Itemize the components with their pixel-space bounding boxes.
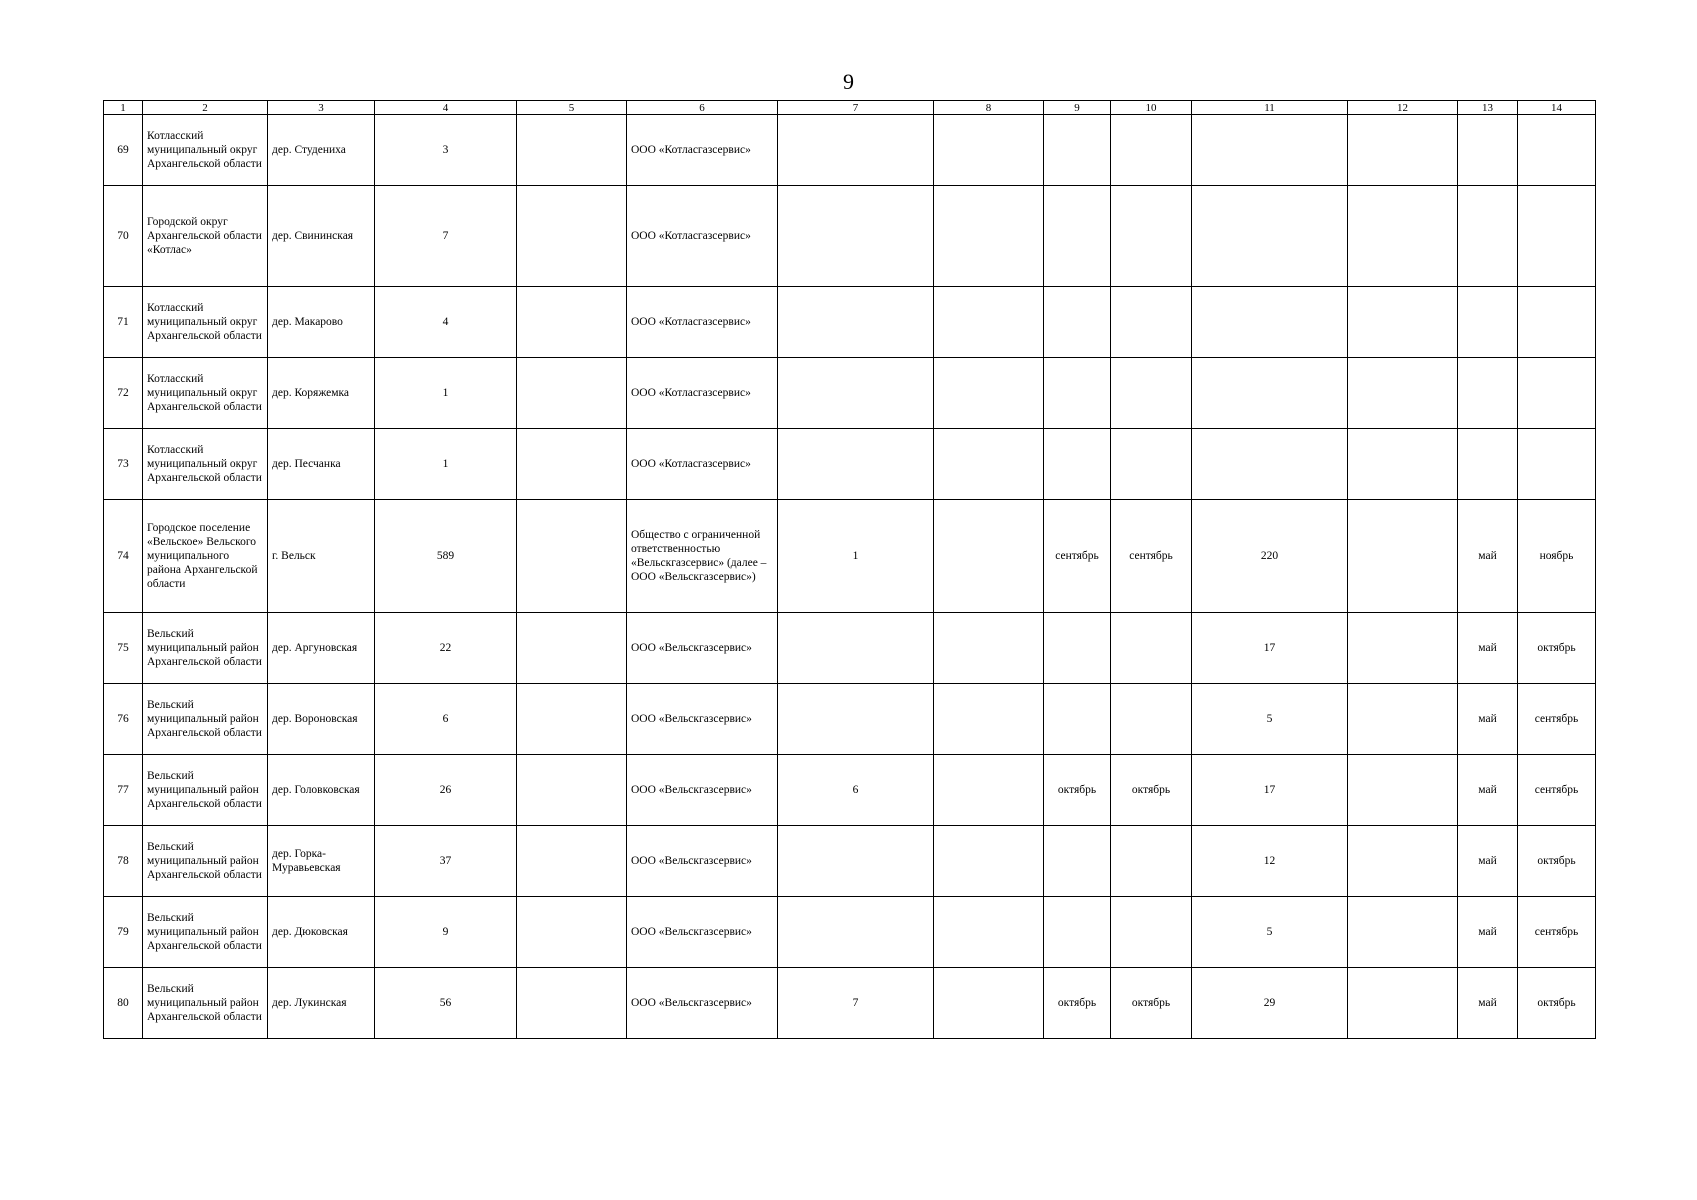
column-7-cell [778, 684, 934, 755]
table-row [104, 358, 1596, 429]
month-cell: май [1458, 613, 1518, 684]
quantity-cell: 589 [375, 500, 517, 613]
table-row [104, 755, 1596, 826]
column-7-cell [778, 429, 934, 500]
locality-cell: дер. Аргуновская [268, 613, 375, 684]
locality-cell: дер. Дюковская [268, 897, 375, 968]
column-header: 10 [1111, 101, 1192, 115]
locality-cell: дер. Студениха [268, 115, 375, 186]
month-cell [1111, 186, 1192, 287]
count-cell [1192, 358, 1348, 429]
month-cell: октябрь [1044, 968, 1111, 1039]
column-12-cell [1348, 897, 1458, 968]
schedule-table [103, 100, 1596, 1039]
column-header: 9 [1044, 101, 1111, 115]
month-cell: май [1458, 755, 1518, 826]
row-number-cell: 70 [104, 186, 143, 287]
municipality-cell: Котласский муниципальный округ Архангельской области [143, 115, 268, 186]
column-header: 6 [627, 101, 778, 115]
month-cell [1458, 429, 1518, 500]
column-7-cell: 1 [778, 500, 934, 613]
column-8-cell [934, 500, 1044, 613]
column-header: 8 [934, 101, 1044, 115]
column-header: 3 [268, 101, 375, 115]
month-cell: май [1458, 968, 1518, 1039]
quantity-cell: 56 [375, 968, 517, 1039]
table-row [104, 115, 1596, 186]
column-5-cell [517, 897, 627, 968]
count-cell [1192, 186, 1348, 287]
row-number-cell: 72 [104, 358, 143, 429]
month-cell: октябрь [1111, 968, 1192, 1039]
locality-cell: дер. Вороновская [268, 684, 375, 755]
column-8-cell [934, 287, 1044, 358]
month-cell: октябрь [1518, 968, 1596, 1039]
column-12-cell [1348, 684, 1458, 755]
row-number-cell: 78 [104, 826, 143, 897]
column-header: 12 [1348, 101, 1458, 115]
column-5-cell [517, 684, 627, 755]
column-12-cell [1348, 358, 1458, 429]
table-row [104, 613, 1596, 684]
municipality-cell: Вельский муниципальный район Архангельской области [143, 684, 268, 755]
row-number-cell: 73 [104, 429, 143, 500]
month-cell [1044, 684, 1111, 755]
month-cell: май [1458, 500, 1518, 613]
municipality-cell: Вельский муниципальный район Архангельской области [143, 897, 268, 968]
month-cell [1044, 115, 1111, 186]
table-row [104, 684, 1596, 755]
column-8-cell [934, 613, 1044, 684]
month-cell: ноябрь [1518, 500, 1596, 613]
month-cell [1458, 186, 1518, 287]
quantity-cell: 6 [375, 684, 517, 755]
month-cell [1044, 287, 1111, 358]
month-cell [1111, 287, 1192, 358]
row-number-cell: 76 [104, 684, 143, 755]
column-8-cell [934, 826, 1044, 897]
month-cell: октябрь [1518, 613, 1596, 684]
month-cell [1111, 358, 1192, 429]
column-7-cell [778, 897, 934, 968]
count-cell: 5 [1192, 684, 1348, 755]
column-5-cell [517, 500, 627, 613]
table-row [104, 826, 1596, 897]
column-8-cell [934, 186, 1044, 287]
month-cell [1518, 429, 1596, 500]
table-row [104, 897, 1596, 968]
locality-cell: дер. Горка-Муравьевская [268, 826, 375, 897]
organization-cell: ООО «Вельскгазсервис» [627, 897, 778, 968]
locality-cell: дер. Макарово [268, 287, 375, 358]
municipality-cell: Вельский муниципальный район Архангельской области [143, 755, 268, 826]
column-5-cell [517, 358, 627, 429]
column-header: 13 [1458, 101, 1518, 115]
quantity-cell: 22 [375, 613, 517, 684]
column-5-cell [517, 429, 627, 500]
row-number-cell: 69 [104, 115, 143, 186]
column-header: 11 [1192, 101, 1348, 115]
month-cell: октябрь [1044, 755, 1111, 826]
month-cell: октябрь [1518, 826, 1596, 897]
organization-cell: ООО «Вельскгазсервис» [627, 968, 778, 1039]
column-header: 14 [1518, 101, 1596, 115]
municipality-cell: Вельский муниципальный район Архангельской области [143, 613, 268, 684]
quantity-cell: 1 [375, 429, 517, 500]
column-number-header-row [104, 101, 1596, 115]
column-12-cell [1348, 613, 1458, 684]
municipality-cell: Вельский муниципальный район Архангельской области [143, 968, 268, 1039]
column-5-cell [517, 826, 627, 897]
column-8-cell [934, 897, 1044, 968]
month-cell [1458, 287, 1518, 358]
column-header: 5 [517, 101, 627, 115]
column-12-cell [1348, 500, 1458, 613]
count-cell: 29 [1192, 968, 1348, 1039]
column-12-cell [1348, 115, 1458, 186]
month-cell: октябрь [1111, 755, 1192, 826]
count-cell [1192, 287, 1348, 358]
quantity-cell: 3 [375, 115, 517, 186]
month-cell: сентябрь [1518, 684, 1596, 755]
quantity-cell: 37 [375, 826, 517, 897]
organization-cell: ООО «Котласгазсервис» [627, 115, 778, 186]
column-7-cell [778, 115, 934, 186]
row-number-cell: 79 [104, 897, 143, 968]
count-cell: 17 [1192, 613, 1348, 684]
column-7-cell [778, 186, 934, 287]
column-8-cell [934, 755, 1044, 826]
table-row [104, 500, 1596, 613]
page-number: 9 [843, 69, 854, 94]
column-7-cell: 6 [778, 755, 934, 826]
month-cell: сентябрь [1044, 500, 1111, 613]
month-cell [1458, 115, 1518, 186]
count-cell: 12 [1192, 826, 1348, 897]
column-7-cell: 7 [778, 968, 934, 1039]
column-7-cell [778, 358, 934, 429]
row-number-cell: 71 [104, 287, 143, 358]
month-cell [1044, 826, 1111, 897]
month-cell: май [1458, 897, 1518, 968]
month-cell [1044, 186, 1111, 287]
column-12-cell [1348, 186, 1458, 287]
quantity-cell: 4 [375, 287, 517, 358]
locality-cell: дер. Головковская [268, 755, 375, 826]
month-cell: сентябрь [1518, 755, 1596, 826]
month-cell [1044, 897, 1111, 968]
column-5-cell [517, 613, 627, 684]
table-row [104, 968, 1596, 1039]
column-5-cell [517, 115, 627, 186]
column-8-cell [934, 115, 1044, 186]
locality-cell: г. Вельск [268, 500, 375, 613]
month-cell [1458, 358, 1518, 429]
column-7-cell [778, 287, 934, 358]
organization-cell: ООО «Котласгазсервис» [627, 358, 778, 429]
column-8-cell [934, 429, 1044, 500]
municipality-cell: Вельский муниципальный район Архангельской области [143, 826, 268, 897]
municipality-cell: Котласский муниципальный округ Архангельской области [143, 287, 268, 358]
column-12-cell [1348, 826, 1458, 897]
column-12-cell [1348, 755, 1458, 826]
month-cell [1518, 186, 1596, 287]
month-cell [1111, 429, 1192, 500]
month-cell [1111, 897, 1192, 968]
organization-cell: ООО «Котласгазсервис» [627, 186, 778, 287]
quantity-cell: 26 [375, 755, 517, 826]
municipality-cell: Городской округ Архангельской области «Котлас» [143, 186, 268, 287]
month-cell: май [1458, 684, 1518, 755]
count-cell [1192, 115, 1348, 186]
column-header: 2 [143, 101, 268, 115]
column-header: 1 [104, 101, 143, 115]
municipality-cell: Городское поселение «Вельское» Вельского муниципального района Архангельской области [143, 500, 268, 613]
column-12-cell [1348, 429, 1458, 500]
month-cell [1518, 115, 1596, 186]
month-cell [1518, 287, 1596, 358]
column-12-cell [1348, 287, 1458, 358]
month-cell [1111, 826, 1192, 897]
month-cell [1111, 613, 1192, 684]
month-cell [1044, 358, 1111, 429]
quantity-cell: 9 [375, 897, 517, 968]
month-cell: сентябрь [1111, 500, 1192, 613]
row-number-cell: 75 [104, 613, 143, 684]
month-cell: сентябрь [1518, 897, 1596, 968]
count-cell: 220 [1192, 500, 1348, 613]
column-header: 7 [778, 101, 934, 115]
organization-cell: ООО «Вельскгазсервис» [627, 826, 778, 897]
organization-cell: Общество с ограниченной ответственностью «Вельскгазсервис» (далее – ООО «Вельскгазсервис») [627, 500, 778, 613]
quantity-cell: 1 [375, 358, 517, 429]
organization-cell: ООО «Котласгазсервис» [627, 429, 778, 500]
month-cell: май [1458, 826, 1518, 897]
column-8-cell [934, 684, 1044, 755]
count-cell: 17 [1192, 755, 1348, 826]
table-row [104, 186, 1596, 287]
column-7-cell [778, 613, 934, 684]
month-cell [1518, 358, 1596, 429]
count-cell: 5 [1192, 897, 1348, 968]
column-5-cell [517, 287, 627, 358]
column-header: 4 [375, 101, 517, 115]
organization-cell: ООО «Вельскгазсервис» [627, 684, 778, 755]
organization-cell: ООО «Котласгазсервис» [627, 287, 778, 358]
locality-cell: дер. Лукинская [268, 968, 375, 1039]
row-number-cell: 77 [104, 755, 143, 826]
quantity-cell: 7 [375, 186, 517, 287]
column-5-cell [517, 968, 627, 1039]
column-5-cell [517, 186, 627, 287]
month-cell [1044, 613, 1111, 684]
row-number-cell: 80 [104, 968, 143, 1039]
column-8-cell [934, 358, 1044, 429]
month-cell [1044, 429, 1111, 500]
column-8-cell [934, 968, 1044, 1039]
count-cell [1192, 429, 1348, 500]
column-5-cell [517, 755, 627, 826]
locality-cell: дер. Свининская [268, 186, 375, 287]
organization-cell: ООО «Вельскгазсервис» [627, 755, 778, 826]
column-12-cell [1348, 968, 1458, 1039]
organization-cell: ООО «Вельскгазсервис» [627, 613, 778, 684]
table-row [104, 287, 1596, 358]
table-row [104, 429, 1596, 500]
municipality-cell: Котласский муниципальный округ Архангельской области [143, 429, 268, 500]
locality-cell: дер. Коряжемка [268, 358, 375, 429]
row-number-cell: 74 [104, 500, 143, 613]
locality-cell: дер. Песчанка [268, 429, 375, 500]
month-cell [1111, 684, 1192, 755]
municipality-cell: Котласский муниципальный округ Архангельской области [143, 358, 268, 429]
month-cell [1111, 115, 1192, 186]
column-7-cell [778, 826, 934, 897]
